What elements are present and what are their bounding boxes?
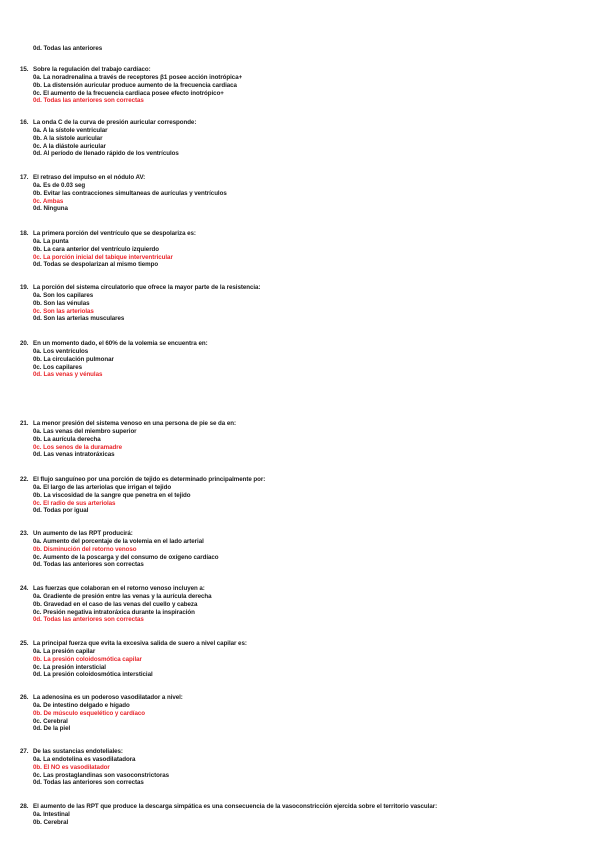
- option-text: Ninguna: [43, 205, 68, 213]
- answer-option: [33, 609, 195, 617]
- option-letter: 0c.: [33, 717, 44, 725]
- answer-option: [33, 356, 114, 364]
- correct-option: [33, 710, 145, 718]
- option-text: Son las arterias musculares: [43, 315, 125, 323]
- option-letter: 0b.: [33, 299, 44, 307]
- answer-option: [33, 428, 137, 436]
- correct-option: [33, 616, 144, 624]
- option-letter: 0b.: [33, 600, 44, 608]
- option-letter: 0a.: [33, 538, 43, 545]
- option-letter: 0c.: [33, 443, 44, 451]
- option-text: La presión coloidosmótica intersticial: [43, 671, 153, 679]
- option-text: Son las arteriolas: [43, 307, 94, 315]
- answer-option: [33, 819, 68, 827]
- option-letter: 0d.: [33, 561, 44, 569]
- option-text: Son las vénulas: [43, 299, 90, 307]
- option-letter: 0b.: [33, 763, 44, 771]
- option-text: La circulación pulmonar: [43, 355, 114, 363]
- option-letter: 0a.: [33, 182, 44, 189]
- answer-option: [33, 348, 88, 356]
- option-text: La presión coloidosmótica capilar: [43, 655, 142, 663]
- option-text: De intestino delgado e hígado: [43, 702, 130, 709]
- option-letter: 0d.: [33, 671, 44, 679]
- answer-option: [33, 507, 88, 515]
- question-text: La adenosina es un poderoso vasodilatador a nivel:: [33, 694, 183, 701]
- answer-option: [33, 436, 101, 444]
- option-text: Las venas y vénulas: [43, 371, 103, 379]
- option-text: La endotelina es vasodilatadora: [43, 756, 136, 763]
- answer-option: [33, 811, 70, 819]
- option-letter: 0a.: [33, 648, 44, 655]
- option-letter: 0b.: [33, 545, 44, 553]
- option-text: Los capilares: [43, 363, 83, 371]
- option-text: El aumento de la frecuencia cardiaca posee efecto inotrópico+: [43, 89, 224, 97]
- option-letter: 0b.: [33, 491, 44, 499]
- option-letter: 0d.: [33, 616, 44, 624]
- option-letter: 0b.: [33, 709, 44, 717]
- option-letter: 0b.: [33, 435, 44, 443]
- answer-option: [33, 182, 85, 190]
- option-letter: 0c.: [33, 89, 44, 97]
- option-text: Es de 0.03 seg: [43, 182, 86, 189]
- question-text: La onda C de la curva de presión auricular corresponde:: [33, 119, 197, 126]
- answer-option: [33, 246, 159, 254]
- option-letter: 0b.: [33, 655, 44, 663]
- option-text: Los ventrículos: [43, 348, 89, 355]
- option-letter: 0b.: [33, 134, 44, 142]
- question-text: Las fuerzas que colaboran en el retorno venoso incluyen a:: [33, 585, 205, 592]
- answer-option: [33, 74, 242, 82]
- option-letter: 0c.: [33, 307, 44, 315]
- option-letter: 0a.: [33, 74, 44, 81]
- question-text: De las sustancias endoteliales:: [33, 748, 123, 755]
- answer-option: [33, 90, 224, 98]
- option-letter: 0c.: [33, 499, 44, 507]
- option-letter: 0b.: [33, 245, 44, 253]
- option-letter: 0c.: [33, 363, 44, 371]
- option-text: Gravedad en el caso de las venas del cuello y cabeza: [43, 600, 198, 608]
- option-letter: 0d.: [33, 725, 44, 733]
- option-text: De músculo esquelético y cardíaco: [43, 709, 145, 717]
- question-number: 28.: [20, 803, 29, 810]
- question-number: 22.: [20, 476, 29, 483]
- correct-option: [33, 308, 94, 316]
- answer-option: [33, 315, 124, 323]
- answer-option: [33, 671, 153, 679]
- option-text: Cerebral: [43, 717, 68, 725]
- option-letter: 0c.: [33, 608, 44, 616]
- answer-option: [33, 190, 227, 198]
- option-letter: 0a.: [33, 238, 44, 245]
- answer-option: [33, 756, 135, 764]
- answer-option: [33, 484, 171, 492]
- answer-option: [33, 143, 106, 151]
- option-letter: 0d.: [33, 261, 44, 269]
- option-letter: 0c.: [33, 253, 44, 261]
- answer-option: [33, 261, 158, 269]
- answer-option: [33, 664, 106, 672]
- option-text: La presión capilar: [43, 648, 96, 655]
- question-number: 26.: [20, 694, 29, 701]
- pre-option: [33, 45, 102, 53]
- option-text: La noradrenalina a través de receptores β1 posee acción inotrópica+: [43, 74, 243, 81]
- question-number: 16.: [20, 119, 29, 126]
- option-letter: 0c.: [33, 771, 44, 779]
- answer-option: [33, 554, 219, 562]
- option-text: Ambas: [42, 197, 64, 205]
- answer-option: [33, 150, 179, 158]
- option-text: Gradiente de presión entre las venas y la aurícula derecha: [43, 593, 212, 600]
- option-text: La punta: [43, 238, 69, 245]
- option-letter: 0d.: [33, 205, 44, 213]
- answer-option: [33, 538, 204, 546]
- option-letter: 0a.: [33, 756, 44, 763]
- question-number: 27.: [20, 748, 29, 755]
- answer-option: [33, 779, 144, 787]
- correct-option: [33, 198, 63, 206]
- answer-option: [33, 364, 82, 372]
- question-number: 25.: [20, 640, 29, 647]
- correct-option: [33, 656, 142, 664]
- answer-option: [33, 492, 191, 500]
- option-text: Las venas intratoráxicas: [43, 451, 115, 459]
- option-text: Aumento de la poscarga y del consumo de oxígeno cardíaco: [42, 553, 219, 561]
- answer-option: [33, 702, 130, 710]
- option-letter: 0d.: [33, 779, 44, 787]
- option-letter: 0a.: [33, 702, 44, 709]
- option-text: Todas las anteriores son correctas: [43, 616, 144, 624]
- option-text: La distensión auricular produce aumento de la frecuencia cardiaca: [43, 81, 237, 89]
- option-text: La aurícula derecha: [43, 435, 101, 443]
- option-text: La cara anterior del ventrículo izquierdo: [43, 245, 160, 253]
- question-number: 15.: [20, 66, 29, 73]
- question-number: 19.: [20, 284, 29, 291]
- option-text: Todas se despolarizan al mismo tiempo: [43, 261, 159, 269]
- question-text: En un momento dado, el 60% de la volemia se encuentra en:: [33, 340, 208, 347]
- question-text: El flujo sanguíneo por una porción de tejido es determinado principalmente por:: [33, 476, 266, 483]
- option-text: Aumento del porcentaje de la volemia en el lado arterial: [42, 538, 204, 545]
- option-text: Intestinal: [43, 811, 70, 818]
- option-text: A la sístole ventricular: [42, 127, 108, 134]
- option-letter: 0d.: [33, 97, 44, 105]
- option-text: Las venas del miembro superior: [43, 428, 137, 435]
- option-text: Todas las anteriores son correctas: [43, 97, 144, 105]
- option-text: La porción inicial del tabique interventricular: [43, 253, 173, 261]
- option-letter: 0c.: [33, 197, 43, 205]
- option-letter: 0b.: [33, 189, 44, 197]
- answer-option: [33, 561, 144, 569]
- option-text: Todas las anteriores son correctas: [43, 779, 144, 787]
- option-text: Todas las anteriores son correctas: [43, 561, 144, 569]
- question-text: La primera porción del ventrículo que se despolariza es:: [33, 230, 196, 237]
- correct-option: [33, 371, 102, 379]
- option-letter: 0d.: [33, 371, 44, 379]
- option-text: Son los capilares: [43, 292, 94, 299]
- option-letter: 0a.: [33, 292, 44, 299]
- option-text: El NO es vasodilatador: [43, 763, 110, 771]
- answer-option: [33, 725, 70, 733]
- correct-option: [33, 500, 115, 508]
- option-letter: 0b.: [33, 818, 44, 826]
- question-number: 24.: [20, 585, 29, 592]
- option-text: El radio de sus arteriolas: [43, 499, 116, 507]
- correct-option: [33, 97, 144, 105]
- answer-option: [33, 82, 237, 90]
- correct-option: [33, 444, 122, 452]
- option-letter: 0d.: [33, 150, 44, 158]
- option-text: Las prostaglandinas son vasoconstrictoras: [43, 771, 169, 779]
- option-text: A la sístole auricular: [43, 134, 103, 142]
- answer-option: [33, 593, 212, 601]
- option-text: A la diástole auricular: [42, 142, 106, 150]
- question-text: La porción del sistema circulatorio que ofrece la mayor parte de la resistencia:: [33, 284, 261, 291]
- option-text: La presión intersticial: [43, 663, 106, 671]
- answer-option: [33, 648, 95, 656]
- option-letter: 0a.: [33, 428, 44, 435]
- question-number: 18.: [20, 230, 29, 237]
- correct-option: [33, 764, 110, 772]
- question-text: Un aumento de las RPT producirá:: [33, 530, 133, 537]
- answer-option: [33, 135, 102, 143]
- option-text: Los senos de la duramadre: [43, 443, 122, 451]
- option-text: Todas las anteriores: [43, 45, 103, 52]
- option-text: De la piel: [43, 725, 71, 733]
- option-text: Evitar las contracciones simultaneas de aurículas y ventrículos: [43, 189, 227, 197]
- option-letter: 0d.: [33, 315, 44, 323]
- option-text: Presión negativa intratoráxica durante la inspiración: [43, 608, 195, 616]
- option-letter: 0d.: [33, 45, 42, 52]
- option-letter: 0c.: [33, 553, 43, 561]
- option-letter: 0c.: [33, 663, 44, 671]
- correct-option: [33, 546, 137, 554]
- question-number: 20.: [20, 340, 29, 347]
- option-text: Todas por igual: [43, 507, 89, 515]
- option-letter: 0a.: [33, 127, 43, 134]
- answer-option: [33, 292, 93, 300]
- option-letter: 0b.: [33, 355, 44, 363]
- answer-option: [33, 205, 68, 213]
- correct-option: [33, 254, 173, 262]
- question-text: La principal fuerza que evita la excesiva salida de suero a nivel capilar es:: [33, 640, 247, 647]
- question-text: El aumento de las RPT que produce la descarga simpática es una consecuencia de la vasoconstricción ejercida sobre el territorio vascular:: [33, 803, 438, 810]
- answer-option: [33, 451, 115, 459]
- option-letter: 0a.: [33, 484, 44, 491]
- option-text: La viscosidad de la sangre que penetra en el tejido: [43, 491, 191, 499]
- option-text: Disminución del retorno venoso: [43, 545, 137, 553]
- option-letter: 0c.: [33, 142, 43, 150]
- option-letter: 0d.: [33, 451, 44, 459]
- option-letter: 0a.: [33, 593, 44, 600]
- answer-option: [33, 718, 68, 726]
- answer-option: [33, 238, 69, 246]
- answer-option: [33, 300, 90, 308]
- question-text: Sobre la regulación del trabajo cardíaco:: [33, 66, 151, 73]
- question-number: 23.: [20, 530, 29, 537]
- option-text: Cerebral: [43, 818, 69, 826]
- answer-option: [33, 772, 169, 780]
- option-letter: 0a.: [33, 811, 44, 818]
- question-number: 17.: [20, 174, 29, 181]
- question-number: 21.: [20, 420, 29, 427]
- question-text: El retraso del impulso en el nódulo AV:: [33, 174, 146, 181]
- answer-option: [33, 601, 197, 609]
- option-text: El largo de las arteriolas que irrigan el tejido: [43, 484, 172, 491]
- answer-option: [33, 127, 108, 135]
- option-text: Al período de llenado rápido de los ventrículos: [43, 150, 179, 158]
- option-letter: 0a.: [33, 348, 44, 355]
- option-letter: 0b.: [33, 81, 44, 89]
- question-text: La menor presión del sistema venoso en una persona de pie se da en:: [33, 420, 236, 427]
- option-letter: 0d.: [33, 507, 44, 515]
